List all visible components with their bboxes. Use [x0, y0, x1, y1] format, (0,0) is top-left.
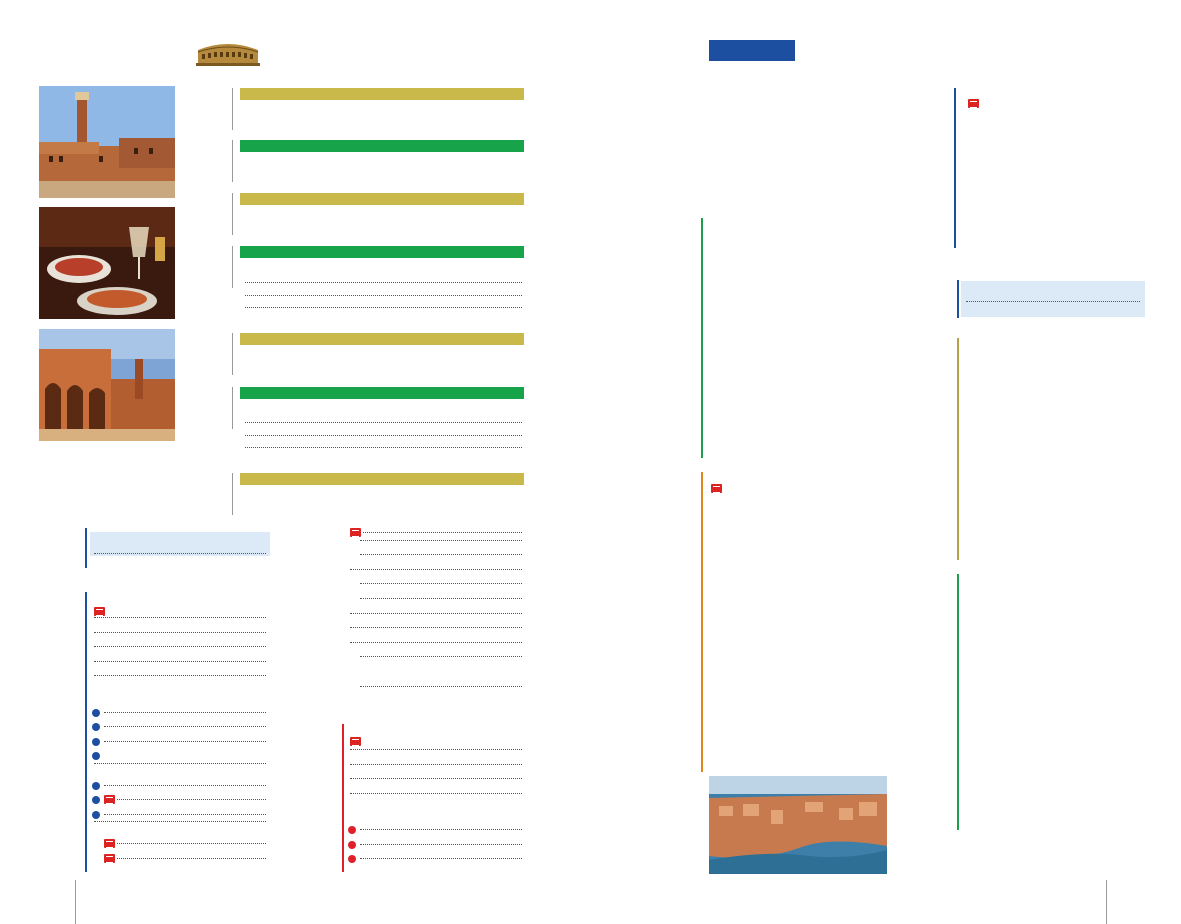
sub22-row[interactable] — [243, 310, 524, 324]
feature-divider — [232, 473, 233, 515]
leader-dots — [94, 763, 266, 764]
bullet-dot — [92, 811, 100, 819]
feature-band — [240, 140, 524, 152]
entry-label — [92, 810, 102, 822]
region-orientation-row[interactable] — [964, 304, 1142, 318]
world-heritage-icon — [968, 99, 979, 108]
leader-dots — [350, 749, 522, 750]
leader-dots — [94, 821, 266, 822]
leader-dots — [350, 569, 522, 570]
roma-row[interactable] — [92, 678, 268, 692]
leader-dots — [360, 858, 522, 859]
leader-dots — [350, 642, 522, 643]
feature-band — [240, 193, 524, 205]
leader-dots — [360, 554, 522, 555]
entry-label — [92, 795, 115, 807]
bologna-photo — [39, 329, 175, 441]
section-239-title[interactable] — [709, 473, 722, 497]
firenze-row[interactable] — [348, 810, 524, 824]
entry-label — [102, 854, 115, 866]
feature-band — [240, 473, 524, 485]
world-heritage-icon — [104, 795, 115, 804]
city-bar-239 — [701, 472, 703, 772]
entry-label — [92, 708, 102, 720]
feature-divider — [232, 193, 233, 235]
city-bar-303 — [957, 338, 959, 560]
siena-photo — [39, 86, 175, 198]
roma-row[interactable] — [92, 708, 268, 722]
roma-row[interactable] — [92, 737, 268, 751]
entry-label — [348, 528, 361, 540]
entry-label — [348, 854, 358, 866]
firenze-row[interactable] — [348, 796, 524, 810]
roma2-row[interactable] — [358, 659, 524, 673]
world-heritage-icon — [350, 737, 361, 746]
colosseum-icon — [196, 40, 260, 66]
bullet-dot — [92, 723, 100, 731]
leader-dots — [363, 532, 522, 533]
entry-label — [92, 722, 102, 734]
leader-dots — [966, 301, 1140, 302]
bullet-dot — [92, 782, 100, 790]
page-margin-line — [1106, 880, 1107, 924]
leader-dots — [360, 844, 522, 845]
leader-dots — [350, 778, 522, 779]
leader-dots — [104, 785, 266, 786]
feature-divider — [232, 246, 233, 288]
leader-dots — [350, 793, 522, 794]
leader-dots — [360, 540, 522, 541]
leader-dots — [360, 686, 522, 687]
world-heritage-icon — [104, 839, 115, 848]
leader-dots — [94, 632, 266, 633]
roma-row[interactable] — [92, 781, 268, 795]
feature-divider — [232, 333, 233, 375]
bullet-dot — [92, 709, 100, 717]
leader-dots — [104, 726, 266, 727]
left-page — [0, 0, 590, 924]
roma2-row[interactable] — [358, 689, 524, 703]
feature-band — [240, 387, 524, 399]
food-photo — [39, 207, 175, 319]
venice-photo — [709, 776, 887, 874]
leader-dots — [104, 712, 266, 713]
leader-dots — [245, 435, 522, 436]
leader-dots — [94, 617, 266, 618]
city-bar-279 — [954, 88, 956, 248]
sub38-row[interactable] — [243, 450, 524, 464]
world-heritage-icon — [350, 528, 361, 537]
leader-dots — [94, 646, 266, 647]
leader-dots — [104, 814, 266, 815]
leader-dots — [245, 282, 522, 283]
leader-dots — [117, 858, 266, 859]
feature-divider — [232, 140, 233, 182]
entry-label — [348, 825, 358, 837]
entry-label — [102, 839, 115, 851]
leader-dots — [94, 661, 266, 662]
firenze-row[interactable] — [348, 854, 524, 868]
section-279-title[interactable] — [966, 88, 979, 112]
bullet-dot — [92, 738, 100, 746]
right-page — [591, 0, 1181, 924]
entry-label — [348, 840, 358, 852]
contents-header — [192, 40, 264, 66]
leader-dots — [350, 613, 522, 614]
city-bar-323 — [957, 574, 959, 830]
firenze-row[interactable] — [348, 840, 524, 854]
leader-dots — [350, 627, 522, 628]
bullet-dot — [348, 841, 356, 849]
entry-label — [92, 751, 102, 763]
feature-band — [240, 88, 524, 100]
world-heritage-icon — [94, 607, 105, 616]
roma-row[interactable] — [102, 839, 268, 853]
bullet-dot — [92, 752, 100, 760]
page-margin-line — [75, 880, 76, 924]
firenze-row[interactable] — [348, 825, 524, 839]
leader-dots — [360, 598, 522, 599]
city-bar-301 — [957, 280, 959, 318]
entry-label — [92, 737, 102, 749]
roma-row[interactable] — [92, 824, 268, 838]
feature-band — [240, 246, 524, 258]
leader-dots — [117, 799, 266, 800]
roma-row[interactable] — [92, 766, 268, 780]
city-bar-53 — [85, 592, 87, 872]
leader-dots — [104, 741, 266, 742]
feature-divider — [232, 88, 233, 130]
roma-row[interactable] — [102, 854, 268, 868]
leader-dots — [94, 553, 266, 554]
bullet-dot — [92, 796, 100, 804]
leader-dots — [245, 447, 522, 448]
leader-dots — [245, 422, 522, 423]
leader-dots — [350, 764, 522, 765]
world-heritage-icon — [104, 854, 115, 863]
leader-dots — [360, 583, 522, 584]
basic-info-tag — [709, 40, 795, 61]
roma-row[interactable] — [92, 795, 268, 809]
bullet-dot — [348, 826, 356, 834]
city-bar-155 — [342, 724, 344, 872]
feature-divider — [232, 387, 233, 429]
section-155-title[interactable] — [348, 726, 361, 750]
leader-dots — [360, 829, 522, 830]
entry-label — [92, 781, 102, 793]
roma-row[interactable] — [92, 722, 268, 736]
orientation-row[interactable] — [92, 556, 268, 570]
feature-band — [240, 333, 524, 345]
leader-dots — [360, 656, 522, 657]
leader-dots — [94, 675, 266, 676]
bullet-dot — [348, 855, 356, 863]
city-bar-201 — [701, 218, 703, 458]
roma-row[interactable] — [92, 693, 268, 707]
leader-dots — [117, 843, 266, 844]
world-heritage-icon — [711, 484, 722, 493]
leader-dots — [245, 307, 522, 308]
leader-dots — [245, 295, 522, 296]
city-bar-51 — [85, 528, 87, 568]
